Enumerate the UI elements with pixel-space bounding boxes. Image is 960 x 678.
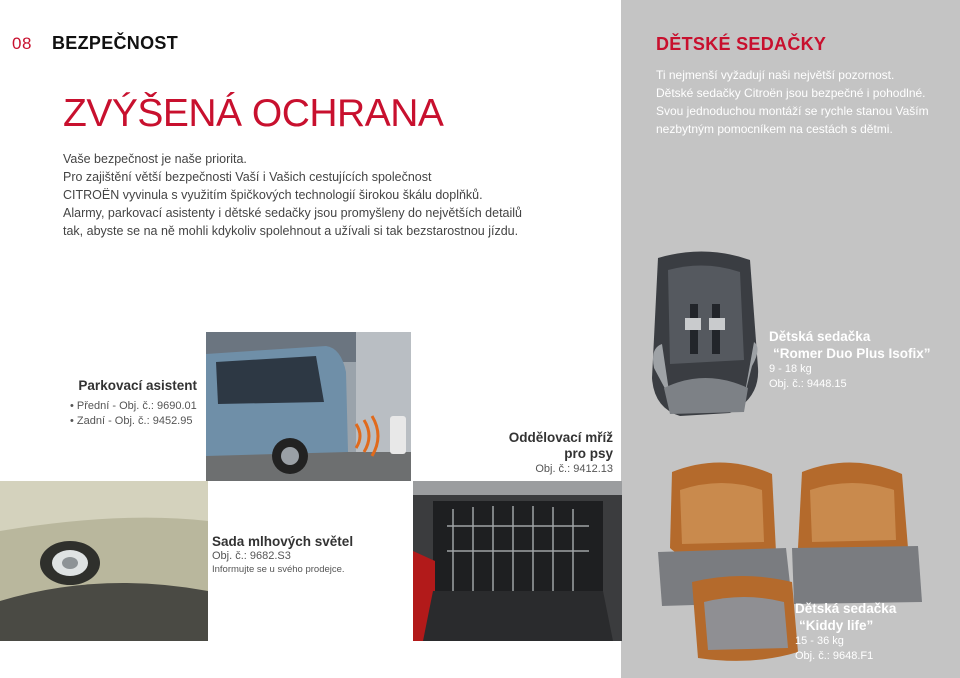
- fog-lights-ref: Obj. č.: 9682.S3: [212, 550, 291, 562]
- kiddy-weight: 15 - 36 kg: [795, 635, 844, 647]
- page-number: 08: [12, 34, 32, 53]
- parking-assistant-title: Parkovací asistent: [78, 378, 197, 393]
- kiddy-title-line2: “Kiddy life”: [799, 618, 874, 633]
- parking-front-ref: • Přední - Obj. č.: 9690.01: [70, 400, 197, 412]
- kiddy-seat-caption: [795, 600, 945, 664]
- parking-rear-ref: • Zadní - Obj. č.: 9452.95: [70, 415, 193, 427]
- fog-lights-photo: [0, 481, 208, 641]
- kiddy-ref: Obj. č.: 9648.F1: [795, 650, 874, 662]
- intro-paragraph: [63, 150, 533, 240]
- panel-line: nezbytným pomocníkem na cestách s dětmi.: [656, 122, 893, 136]
- romer-seat-image: [640, 248, 770, 420]
- intro-line: tak, abyste se na ně mohli kdykoliv spolehnout a užívali si tak bezstarostnou jízdu.: [63, 224, 519, 238]
- dog-divider-caption: [453, 430, 613, 477]
- dog-divider-title-line2: pro psy: [564, 446, 613, 461]
- page-headline: ZVÝŠENÁ OCHRANA: [63, 92, 444, 135]
- panel-line: Dětské sedačky Citroën jsou bezpečné i pohodlné.: [656, 86, 926, 100]
- panel-line: Svou jednoduchou montáží se rychle stanou Vaším: [656, 104, 929, 118]
- panel-title: DĚTSKÉ SEDAČKY: [656, 34, 827, 54]
- romer-weight: 9 - 18 kg: [769, 363, 812, 375]
- dog-divider-ref: Obj. č.: 9412.13: [535, 463, 613, 475]
- intro-line: Pro zajištění větší bezpečnosti Vaší i Vašich cestujících společnost: [63, 170, 432, 184]
- fog-lights-caption: [212, 534, 412, 575]
- intro-line: CITROËN vyvinula s využitím špičkových technologií širokou škálu doplňků.: [63, 188, 483, 202]
- panel-description: [656, 66, 946, 138]
- kiddy-title-line1: Dětská sedačka: [795, 601, 897, 616]
- dog-divider-photo: [413, 481, 622, 641]
- romer-seat-caption: [769, 328, 949, 392]
- dog-divider-title-line1: Oddělovací mříž: [508, 430, 613, 445]
- romer-title-line1: Dětská sedačka: [769, 329, 871, 344]
- fog-lights-title: Sada mlhových světel: [212, 534, 354, 549]
- intro-line: Vaše bezpečnost je naše priorita.: [63, 152, 247, 166]
- romer-ref: Obj. č.: 9448.15: [769, 378, 847, 390]
- intro-line: Alarmy, parkovací asistenty i dětské sedačky jsou promyšleny do největších detailů: [63, 206, 523, 220]
- parking-assistant-caption: [70, 378, 205, 429]
- panel-line: Ti nejmenší vyžadují naši největší pozornost.: [656, 68, 895, 82]
- parking-assistant-photo: [206, 332, 411, 481]
- fog-lights-note: Informujte se u svého prodejce.: [212, 564, 345, 575]
- romer-title-line2: “Romer Duo Plus Isofix”: [773, 346, 931, 361]
- section-title: BEZPEČNOST: [52, 33, 179, 53]
